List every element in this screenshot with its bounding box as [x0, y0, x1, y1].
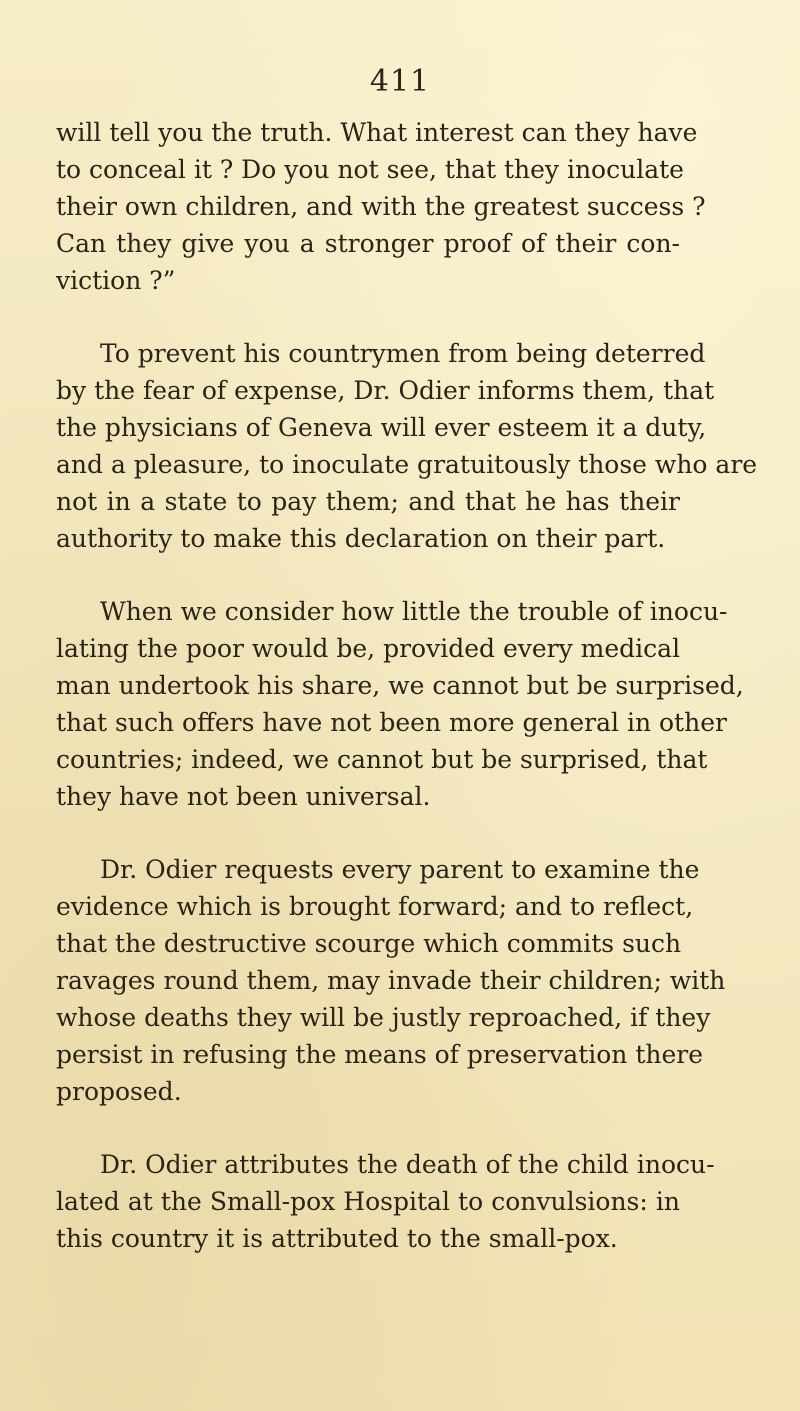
paragraph-2 [56, 335, 758, 557]
paragraph-4 [56, 851, 726, 1110]
text-line: viction ?” [56, 266, 176, 295]
text-line: the physicians of Geneva will ever esteem it a duty, [56, 413, 707, 442]
text-line: authority to make this declaration on their part. [56, 524, 666, 553]
text-line: their own children, and with the greatest success ? [56, 192, 706, 221]
text-line: lated at the Small-pox Hospital to convulsions: in [56, 1187, 680, 1216]
paragraph-5 [56, 1146, 715, 1257]
text-line: Can they give you a stronger proof of their con- [56, 229, 680, 258]
text-line: evidence which is brought forward; and to reflect, [56, 892, 694, 921]
text-line: to conceal it ? Do you not see, that they inoculate [56, 155, 684, 184]
page-number: 411 [369, 64, 431, 99]
body-text [56, 114, 758, 1293]
text-line: To prevent his countrymen from being deterred [100, 339, 706, 368]
text-line: will tell you the truth. What interest can they have [56, 118, 698, 147]
text-line: not in a state to pay them; and that he has their [56, 487, 680, 516]
text-line: that the destructive scourge which commits such [56, 929, 682, 958]
text-line: whose deaths they will be justly reproached, if they [56, 1003, 711, 1032]
text-line: proposed. [56, 1077, 182, 1106]
paragraph-3 [56, 593, 744, 815]
text-line: that such offers have not been more general in other [56, 708, 727, 737]
text-line: When we consider how little the trouble of inocu- [100, 597, 728, 626]
text-line: lating the poor would be, provided every medical [56, 634, 681, 663]
text-line: and a pleasure, to inoculate gratuitously those who are [56, 450, 758, 479]
paragraph-1 [56, 114, 706, 299]
text-line: countries; indeed, we cannot but be surprised, that [56, 745, 708, 774]
text-line: Dr. Odier attributes the death of the child inocu- [100, 1150, 715, 1179]
text-line: man undertook his share, we cannot but be surprised, [56, 671, 744, 700]
text-line: they have not been universal. [56, 782, 431, 811]
text-line: persist in refusing the means of preservation there [56, 1040, 704, 1069]
text-line: Dr. Odier requests every parent to examine the [100, 855, 700, 884]
text-line: this country it is attributed to the small-pox. [56, 1224, 618, 1253]
text-line: by the fear of expense, Dr. Odier informs them, that [56, 376, 715, 405]
text-line: ravages round them, may invade their children; with [56, 966, 726, 995]
